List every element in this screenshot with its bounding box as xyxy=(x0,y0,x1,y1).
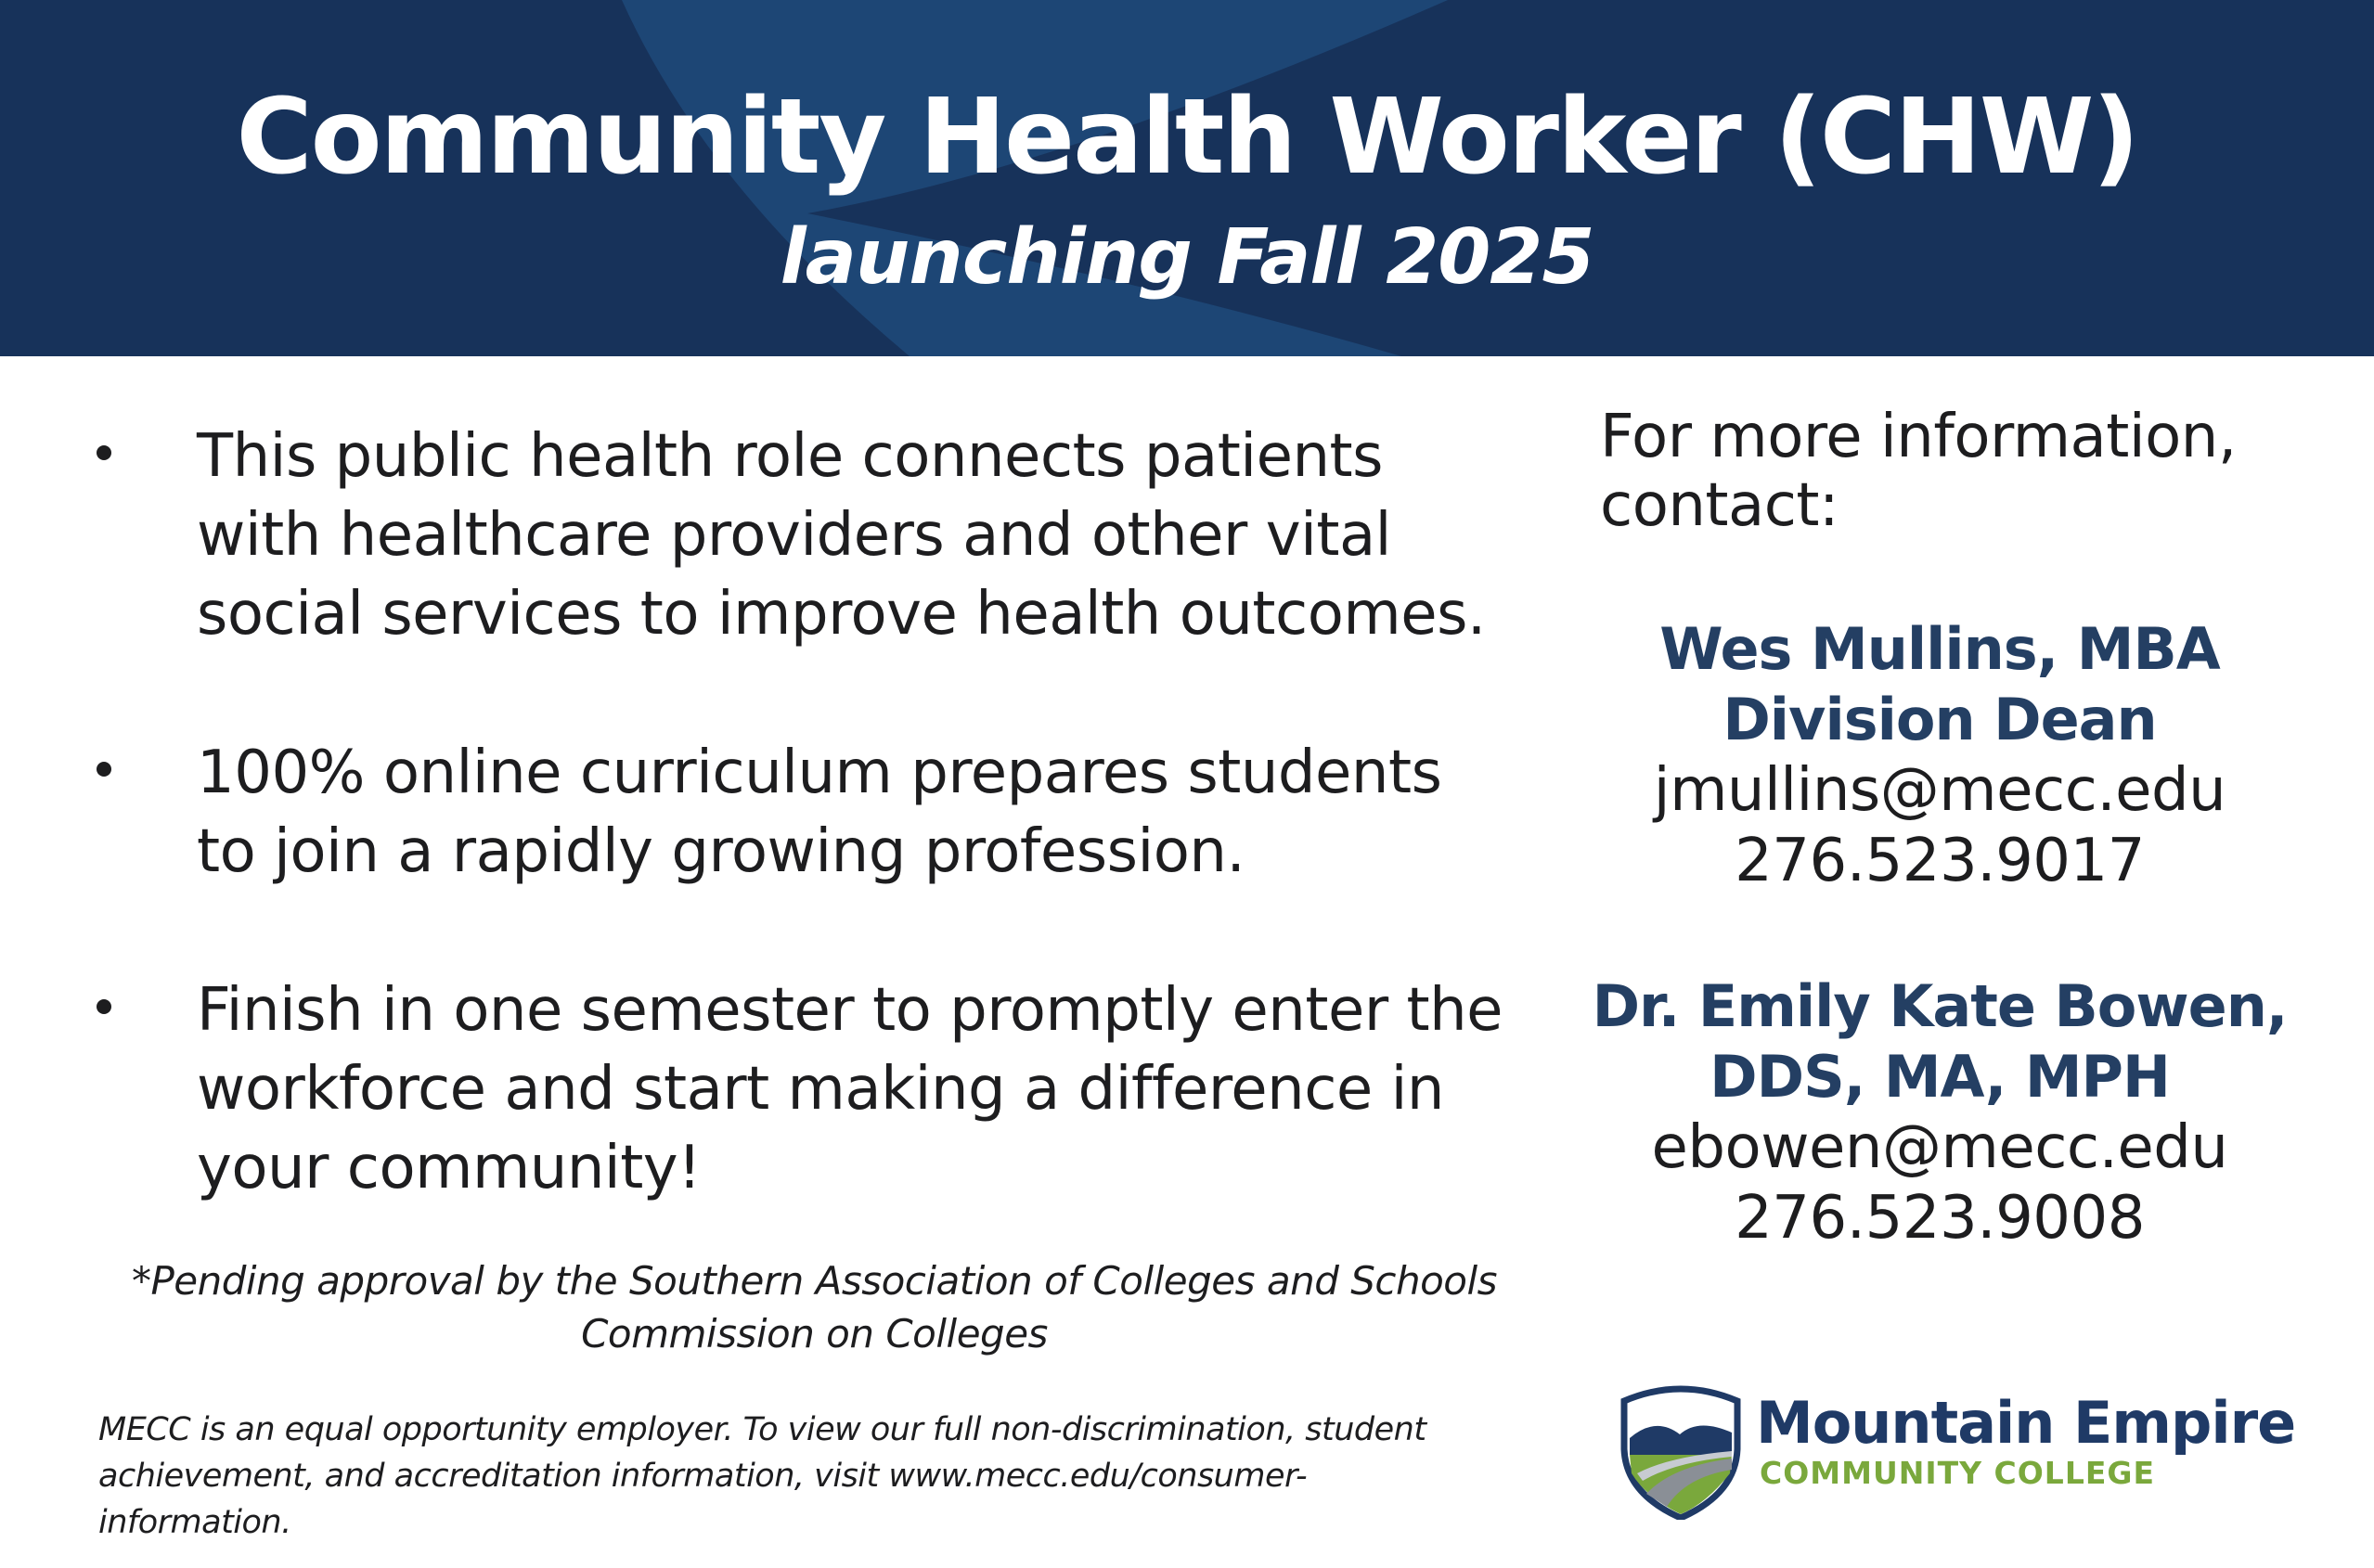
college-logo xyxy=(1619,1384,2296,1523)
contact-title: DDS, MA, MPH xyxy=(1710,1043,2170,1111)
contact-title: Division Dean xyxy=(1722,686,2157,753)
contact-name: Dr. Emily Kate Bowen, xyxy=(1592,972,2288,1040)
list-item xyxy=(89,418,1518,654)
contact-phone: 276.523.9008 xyxy=(1735,1184,2145,1253)
shield-mountain-road-icon xyxy=(1619,1384,1743,1520)
logo-wordmark: Mountain Empire xyxy=(1756,1389,2296,1457)
bullet-text: 100% online curriculum prepares students to join a rapidly growing profession. xyxy=(197,739,1442,886)
page-title: Community Health Worker (CHW) xyxy=(236,77,2138,198)
list-item xyxy=(89,734,1518,892)
bullet-icon xyxy=(97,762,111,777)
contact-card xyxy=(1578,971,2302,1253)
bullet-icon xyxy=(97,999,111,1014)
contact-email-link[interactable]: jmullins@mecc.edu xyxy=(1653,756,2226,825)
program-highlights-list xyxy=(89,418,1518,1288)
contact-intro: For more information, contact: xyxy=(1600,403,2237,540)
list-item xyxy=(89,971,1518,1208)
contact-card xyxy=(1578,614,2302,896)
bullet-text: This public health role connects patients with healthcare providers and other vital social services to improve health outcomes. xyxy=(197,422,1486,649)
header-banner xyxy=(0,0,2374,356)
page-subtitle: launching Fall 2025 xyxy=(780,213,1594,302)
bullet-icon xyxy=(97,445,111,460)
logo-subtitle: COMMUNITY COLLEGE xyxy=(1760,1455,2156,1491)
contact-email-link[interactable]: ebowen@mecc.edu xyxy=(1651,1113,2228,1182)
bullet-text: Finish in one semester to promptly enter the workforce and start making a difference in your community! xyxy=(197,976,1503,1202)
contact-phone: 276.523.9017 xyxy=(1735,827,2145,895)
equal-opportunity-note: MECC is an equal opportunity employer. To view our full non-discrimination, student achievement, and accreditation information, visit www.mecc.edu/consumer-information. xyxy=(98,1411,1426,1541)
accreditation-pending-note: *Pending approval by the Southern Association of Colleges and Schools Commission on Colleges xyxy=(131,1258,1498,1356)
contact-name: Wes Mullins, MBA xyxy=(1659,615,2220,683)
